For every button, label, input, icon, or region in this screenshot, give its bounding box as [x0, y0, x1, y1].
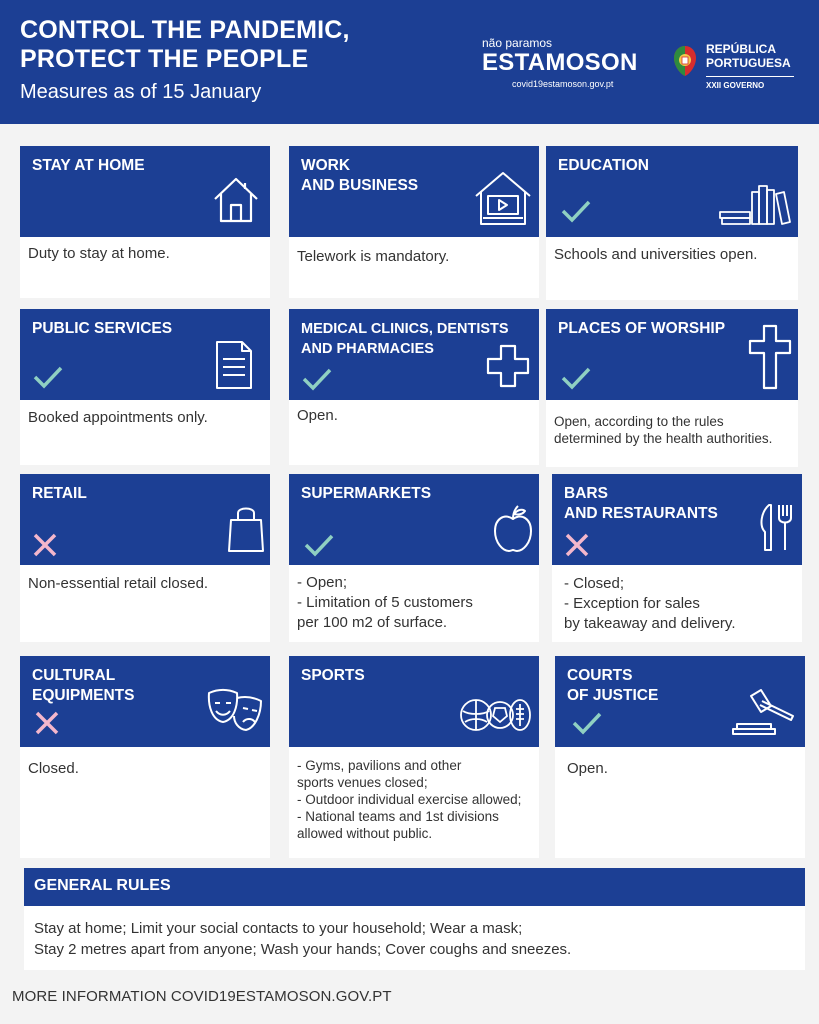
card-title: CULTURAL EQUIPMENTS: [32, 667, 135, 704]
card-title: STAY AT HOME: [32, 157, 145, 174]
card-title: SUPERMARKETS: [301, 485, 432, 502]
general-rules-panel: [24, 868, 805, 970]
portugal-emblem-icon: [672, 44, 698, 78]
card-body: - Open; - Limitation of 5 customers per 100 m2 of surface.: [297, 574, 473, 631]
estamoson-logo[interactable]: [482, 36, 647, 90]
card-header: [289, 146, 539, 237]
card-header: [552, 474, 802, 565]
general-rules-body: Stay at home; Limit your social contacts to your household; Wear a mask; Stay 2 metres apart from anyone; Wash your hands; Cover coughs and sneezes.: [34, 920, 572, 958]
card-header: [289, 474, 539, 565]
brand-url[interactable]: covid19estamoson.gov.pt: [512, 79, 614, 89]
check-icon: [303, 532, 335, 558]
general-rules-title: GENERAL RULES: [34, 877, 171, 894]
title-line-1: CONTROL THE PANDEMIC,: [20, 16, 350, 44]
card-title: PLACES OF WORSHIP: [558, 320, 726, 337]
card-header: [289, 656, 539, 747]
document-icon: [214, 339, 254, 391]
gov-sub: XXII GOVERNO: [706, 81, 765, 90]
card-title: WORK AND BUSINESS: [301, 157, 419, 194]
books-icon: [718, 182, 792, 228]
house-icon: [211, 175, 261, 225]
card-places-of-worship: [546, 309, 798, 467]
card-header: [20, 146, 270, 237]
theater-masks-icon: [206, 688, 264, 734]
check-icon: [571, 710, 603, 736]
card-work-and-business: [289, 146, 539, 298]
sports-balls-icon: [459, 696, 533, 734]
title-line-2: PROTECT THE PEOPLE: [20, 45, 309, 73]
laptop-house-icon: [473, 170, 533, 228]
card-title: MEDICAL CLINICS, DENTISTS AND PHARMACIES: [301, 321, 509, 357]
cross-icon: [564, 532, 590, 558]
header-banner: [0, 0, 819, 124]
card-education: [546, 146, 798, 300]
card-title: EDUCATION: [558, 157, 649, 174]
medical-cross-icon: [485, 343, 531, 389]
cross-icon: [32, 532, 58, 558]
card-bars-and-restaurants: [552, 474, 802, 642]
card-title: RETAIL: [32, 485, 87, 502]
card-title: BARS AND RESTAURANTS: [564, 485, 718, 522]
card-title: COURTS OF JUSTICE: [567, 667, 659, 704]
card-title: SPORTS: [301, 667, 365, 684]
card-header: [546, 309, 798, 400]
check-icon: [301, 366, 333, 392]
card-body: Telework is mandatory.: [297, 248, 450, 265]
card-supermarkets: [289, 474, 539, 642]
card-public-services: [20, 309, 270, 465]
card-body: Open.: [297, 407, 338, 424]
card-courts-of-justice: [555, 656, 805, 858]
page-title: [20, 16, 350, 74]
shopping-bag-icon: [226, 504, 266, 554]
card-stay-at-home: [20, 146, 270, 298]
card-header: [546, 146, 798, 237]
apple-icon: [492, 503, 534, 553]
card-body: - Gyms, pavilions and other sports venues closed; - Outdoor individual exercise allowed; - National teams and 1st divisions allowed without public.: [297, 758, 522, 841]
card-title: PUBLIC SERVICES: [32, 320, 173, 337]
check-icon: [32, 364, 64, 390]
page-subtitle: Measures as of 15 January: [20, 81, 262, 103]
religious-cross-icon: [747, 323, 793, 391]
cross-icon: [34, 710, 60, 736]
card-body: Open.: [567, 760, 608, 777]
check-icon: [560, 365, 592, 391]
card-header: [20, 656, 270, 747]
cutlery-icon: [757, 502, 797, 554]
card-sports: [289, 656, 539, 858]
brand-tagline: não paramos: [482, 36, 553, 50]
card-body: Closed.: [28, 760, 79, 777]
card-header: [20, 309, 270, 400]
card-medical-clinics: [289, 309, 539, 465]
card-header: [20, 474, 270, 565]
card-header: [555, 656, 805, 747]
more-information-link[interactable]: MORE INFORMATION COVID19ESTAMOSON.GOV.PT: [12, 988, 392, 1005]
brand-name: ESTAMOSON: [482, 49, 638, 76]
gov-divider: [706, 76, 794, 77]
card-body: - Closed; - Exception for sales by takeaway and delivery.: [564, 575, 736, 632]
card-body: Non-essential retail closed.: [28, 575, 209, 592]
card-body: Schools and universities open.: [554, 246, 758, 263]
general-rules-header: [24, 868, 805, 906]
card-body: Duty to stay at home.: [28, 245, 170, 262]
check-icon: [560, 198, 592, 224]
card-header: [289, 309, 539, 400]
gov-name: REPÚBLICA PORTUGUESA: [706, 42, 791, 70]
card-cultural-equipments: [20, 656, 270, 858]
gavel-icon: [731, 688, 797, 736]
card-body: Open, according to the rules determined by the health authorities.: [554, 414, 773, 446]
card-body: Booked appointments only.: [28, 409, 208, 426]
card-retail: [20, 474, 270, 642]
